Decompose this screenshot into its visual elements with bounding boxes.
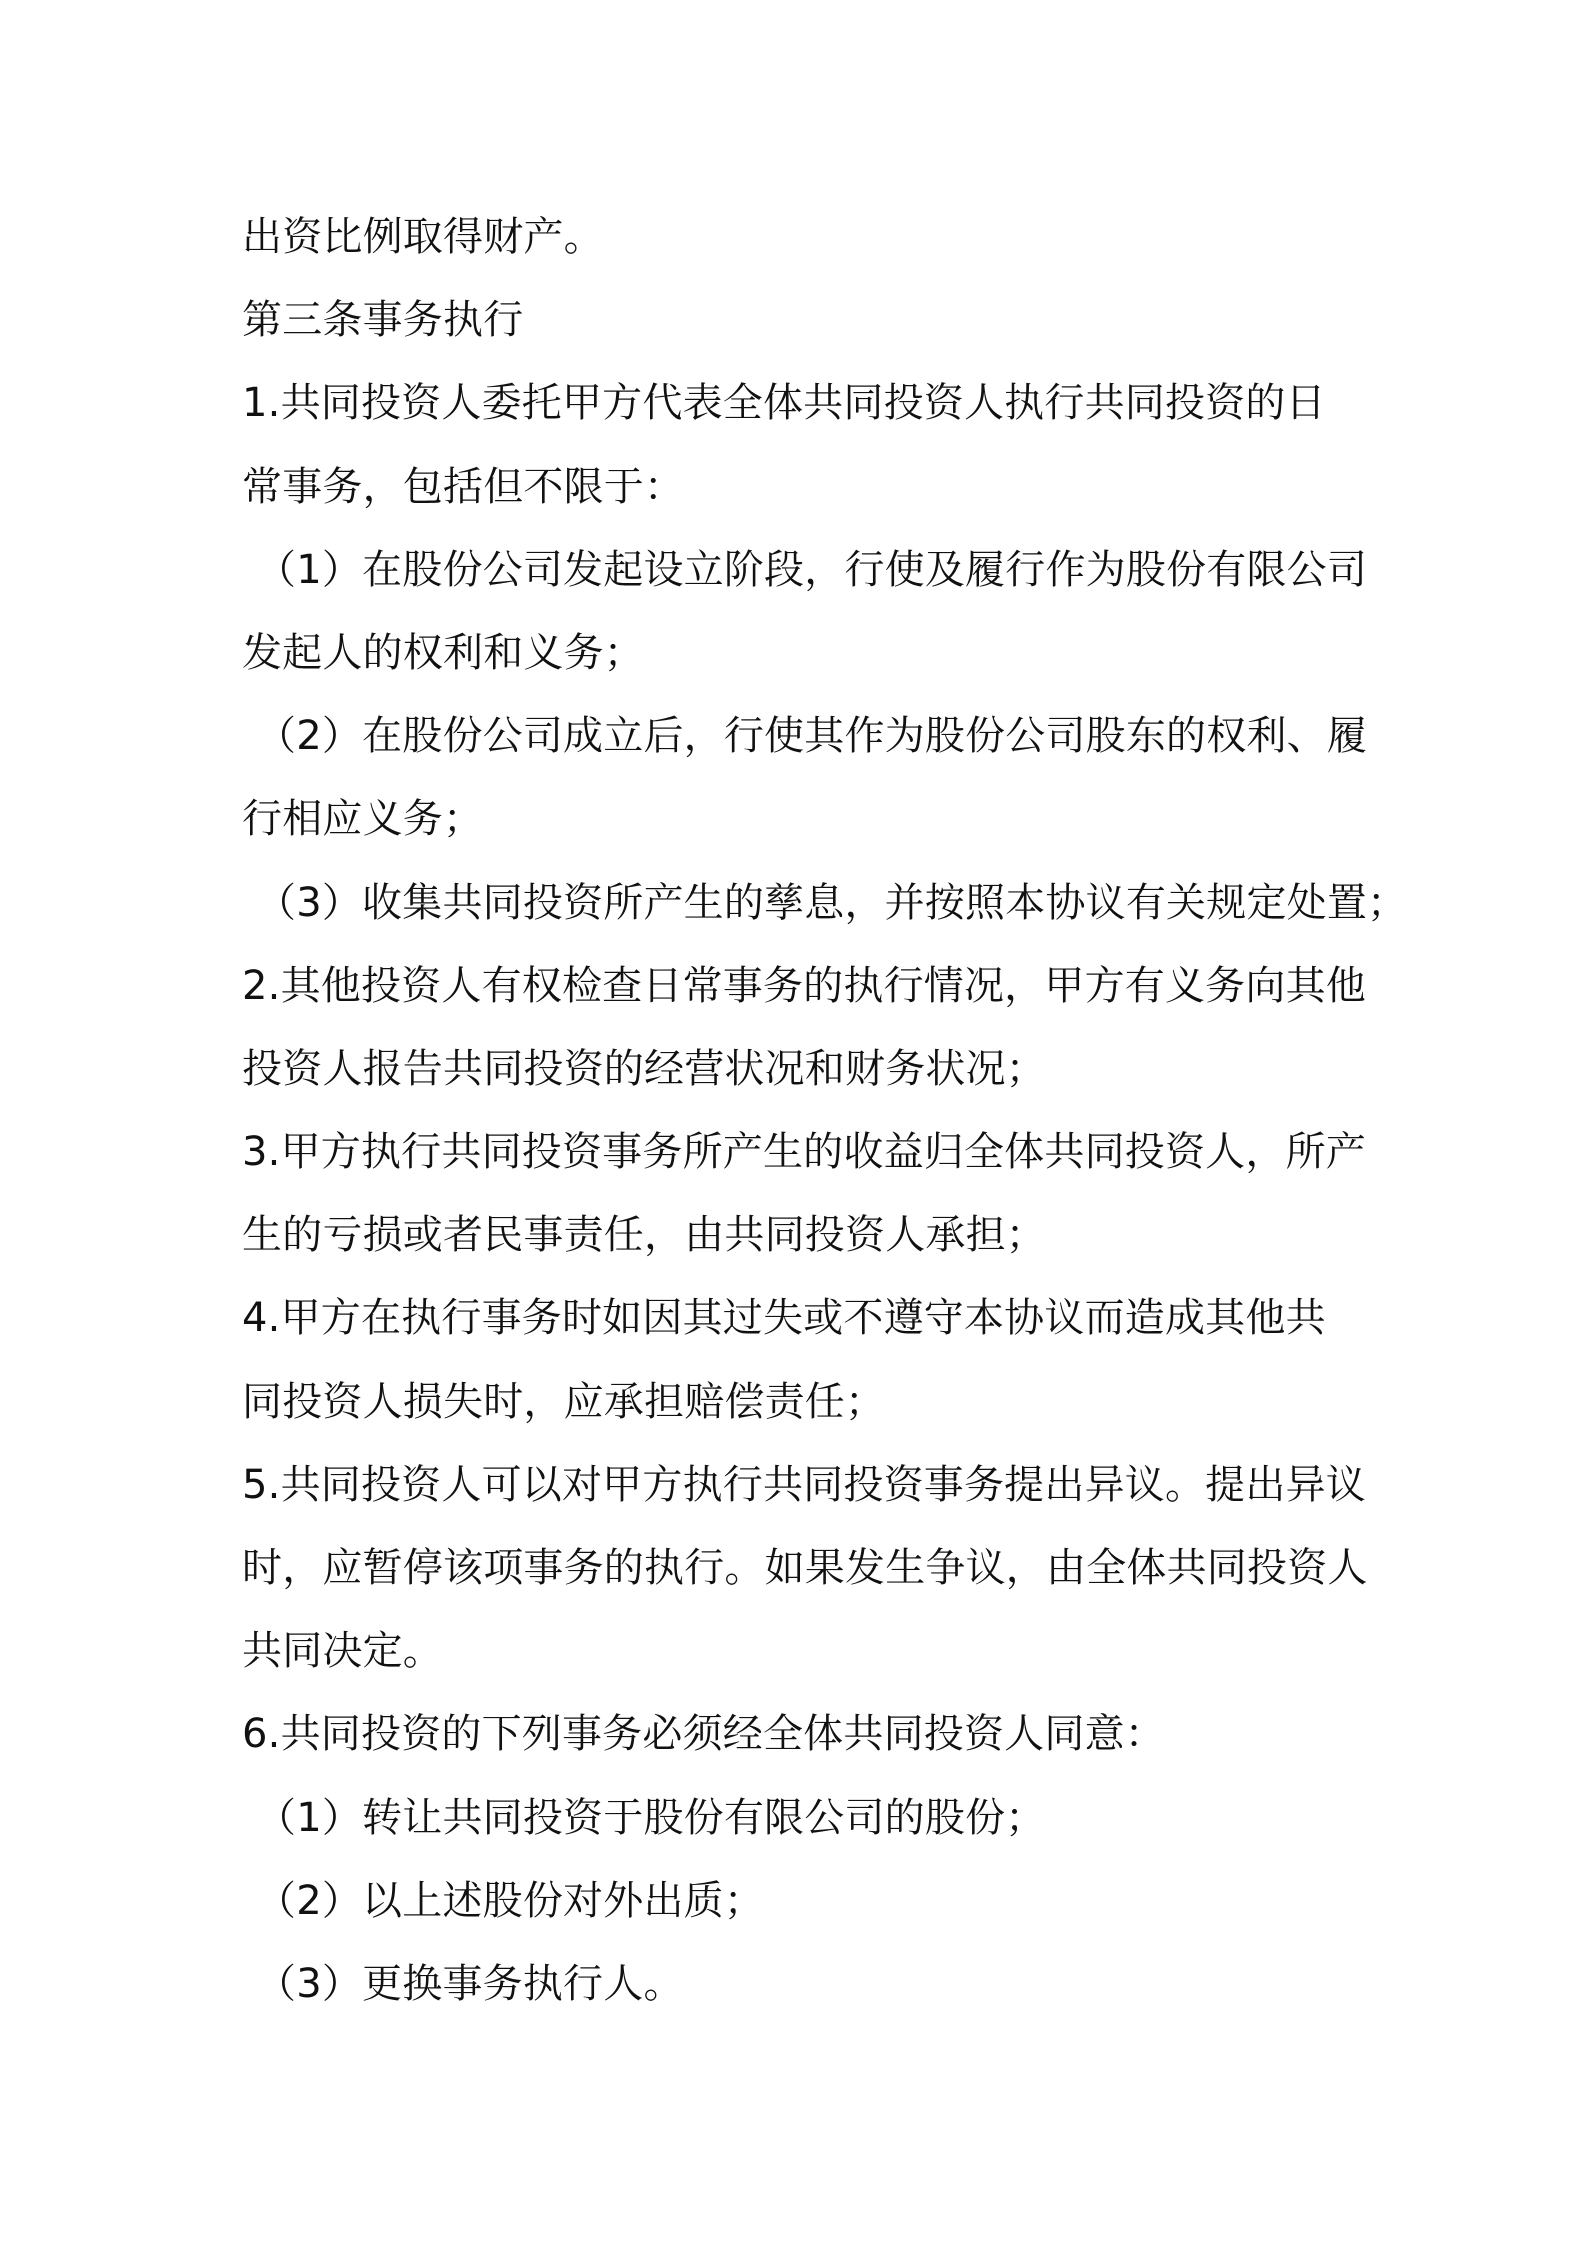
text-line: 5.共同投资人可以对甲方执行共同投资事务提出异议。提出异议: [242, 1461, 1366, 1508]
text-line: 1.共同投资人委托甲方代表全体共同投资人执行共同投资的日: [242, 380, 1326, 427]
text-line: （1）转让共同投资于股份有限公司的股份；: [256, 1794, 1046, 1841]
text-line: 4.甲方在执行事务时如因其过失或不遵守本协议而造成其他共: [242, 1295, 1326, 1342]
text-line: 6.共同投资的下列事务必须经全体共同投资人同意：: [242, 1711, 1165, 1758]
text-line: 3.甲方执行共同投资事务所产生的收益归全体共同投资人，所产: [242, 1129, 1366, 1176]
text-line: （2）在股份公司成立后，行使其作为股份公司股东的权利、履: [256, 713, 1368, 760]
text-line: 时，应暂停该项事务的执行。如果发生争议，由全体共同投资人: [242, 1545, 1368, 1591]
text-line: 2.其他投资人有权检查日常事务的执行情况，甲方有义务向其他: [242, 962, 1366, 1009]
agreement-text: [242, 196, 1408, 2026]
text-line: 行相应义务；: [242, 796, 484, 843]
text-line: （2）以上述股份对外出质；: [256, 1877, 765, 1924]
text-line: （3）收集共同投资所产生的孳息，并按照本协议有关规定处置；: [256, 879, 1408, 926]
text-line: （3）更换事务执行人。: [256, 1960, 684, 2007]
text-line: 同投资人损失时，应承担赔偿责任；: [242, 1378, 886, 1425]
text-line: 出资比例取得财产。: [242, 214, 604, 260]
text-line: 投资人报告共同投资的经营状况和财务状况；: [242, 1045, 1046, 1092]
text-line: 生的亏损或者民事责任，由共同投资人承担；: [242, 1212, 1046, 1259]
text-line: （1）在股份公司发起设立阶段，行使及履行作为股份有限公司: [256, 546, 1368, 593]
text-line: 发起人的权利和义务；: [242, 629, 644, 676]
text-line: 共同决定。: [242, 1628, 443, 1675]
section-heading: 第三条事务执行: [242, 297, 524, 344]
text-line: 常事务，包括但不限于：: [242, 463, 685, 510]
